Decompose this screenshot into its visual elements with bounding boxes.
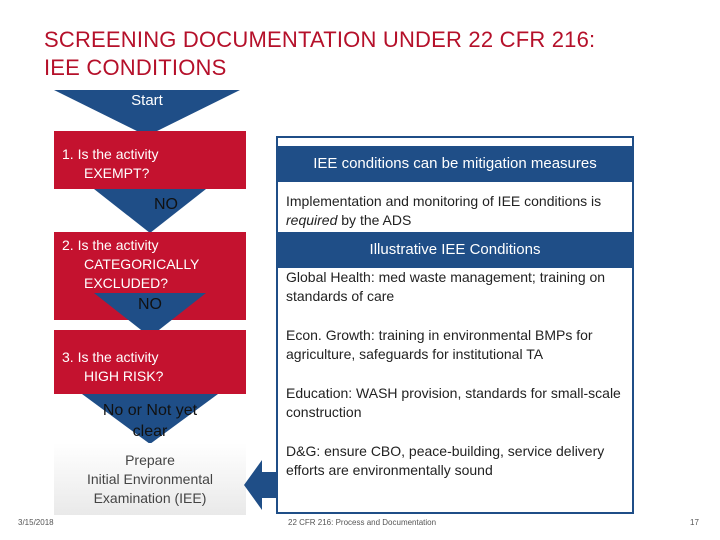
footer-title: 22 CFR 216: Process and Documentation [288, 518, 437, 527]
no-label-3 [62, 400, 238, 442]
title-line-2: IEE CONDITIONS [44, 55, 227, 80]
implementation-text-italic: required [286, 212, 338, 228]
question-1-box [54, 131, 246, 189]
title-line-1: SCREENING DOCUMENTATION UNDER 22 CFR 216: [44, 27, 596, 52]
implementation-text-a: Implementation and monitoring of IEE conditions is [286, 193, 602, 209]
condition-item-education: Education: WASH provision, standards for small-scale construction [286, 385, 621, 420]
no-label-3-line-2: clear [132, 423, 168, 440]
implementation-text [286, 192, 626, 230]
prepare-line-3: Examination (IEE) [93, 490, 207, 506]
implementation-text-b: by the ADS [337, 212, 412, 228]
question-2-line-1: 2. Is the activity [62, 237, 159, 253]
iee-mitigation-header: IEE conditions can be mitigation measures [276, 146, 634, 182]
prepare-line-2: Initial Environmental [86, 471, 214, 487]
question-1-line-1: 1. Is the activity [62, 146, 159, 162]
condition-item-econ-growth: Econ. Growth: training in environmental BMPs for agriculture, safeguards for institutional TA [286, 327, 593, 362]
question-3-line-1: 3. Is the activity [62, 349, 159, 365]
footer-date: 3/15/2018 [18, 518, 54, 527]
footer-page-number: 17 [690, 518, 699, 527]
condition-item-health: Global Health: med waste management; training on standards of care [286, 269, 606, 304]
question-3-line-2: HIGH RISK? [84, 368, 164, 384]
slide-title [44, 26, 684, 82]
arrow-left-icon [244, 460, 278, 510]
no-label-1: NO [154, 196, 178, 213]
condition-item-dg: D&G: ensure CBO, peace-building, service delivery efforts are environmentally sound [286, 443, 605, 478]
question-2-line-3: EXCLUDED? [84, 275, 169, 291]
question-3-box [54, 330, 246, 394]
no-label-2: NO [138, 296, 162, 313]
question-2-line-2: CATEGORICALLY [84, 256, 200, 272]
prepare-iee-box [54, 443, 246, 515]
start-label: Start [131, 92, 163, 109]
no-label-3-line-1: No or Not yet [102, 402, 198, 419]
question-1-line-2: EXEMPT? [84, 165, 150, 181]
prepare-line-1: Prepare [125, 452, 175, 468]
illustrative-conditions-header: Illustrative IEE Conditions [276, 232, 634, 268]
